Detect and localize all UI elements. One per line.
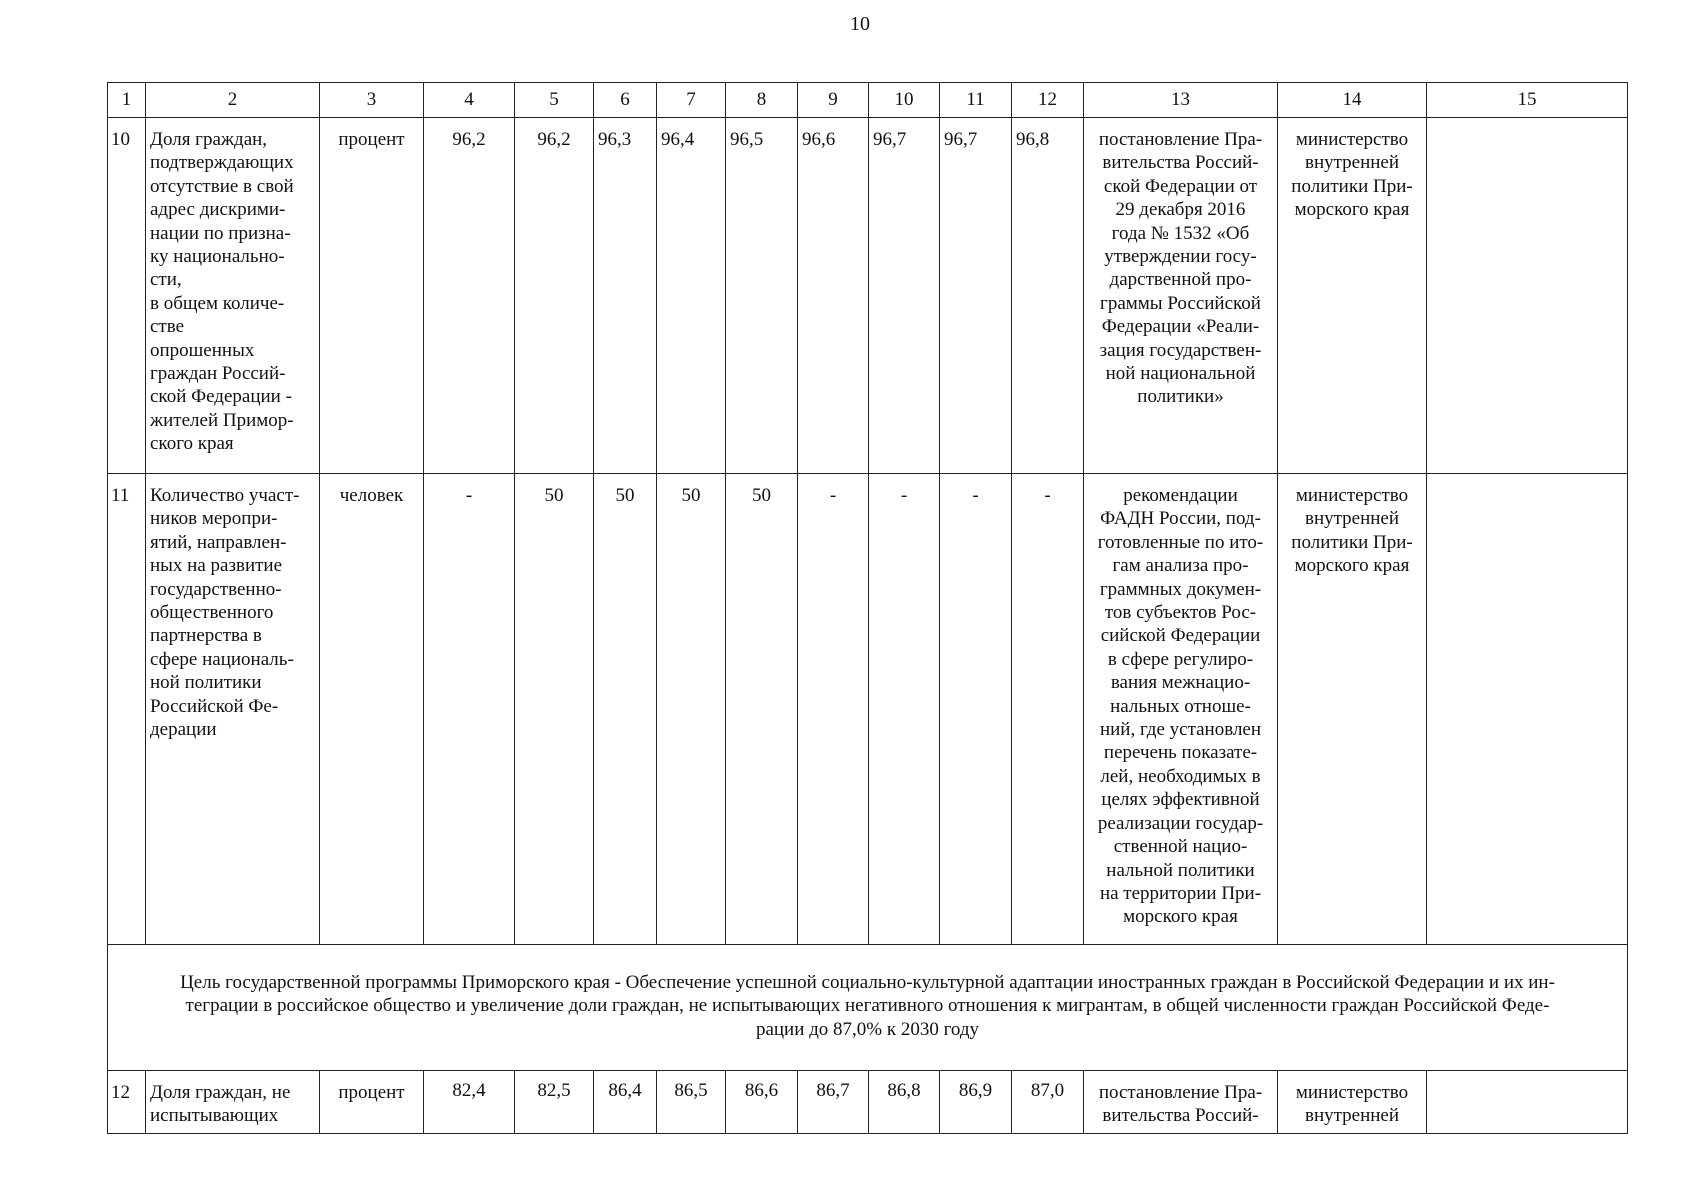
col-header: 2 bbox=[146, 83, 320, 118]
col-header: 13 bbox=[1084, 83, 1278, 118]
indicator-name: Количество участ- ников меропри- ятий, направлен- ных на развитие государственно- общественного партнерства в сфере националь- ной политики Российской Фе- дерации bbox=[146, 474, 320, 945]
col-header: 9 bbox=[798, 83, 869, 118]
unit-cell: процент bbox=[320, 118, 424, 474]
col-header: 1 bbox=[108, 83, 146, 118]
col-header: 12 bbox=[1012, 83, 1084, 118]
value-cell: 96,2 bbox=[424, 118, 515, 474]
value-cell: 50 bbox=[515, 474, 594, 945]
value-cell: 96,6 bbox=[798, 118, 869, 474]
responsible-body: министерство внутренней bbox=[1278, 1071, 1427, 1134]
value-cell: 86,8 bbox=[869, 1071, 940, 1134]
col-header: 15 bbox=[1427, 83, 1628, 118]
row-index: 10 bbox=[108, 118, 146, 474]
goal-row bbox=[108, 945, 1628, 1071]
col-header: 6 bbox=[594, 83, 657, 118]
col-header: 4 bbox=[424, 83, 515, 118]
indicator-name: Доля граждан, подтверждающих отсутствие в свой адрес дискрими- нации по призна- ку национально- сти, в общем количе- стве опрошенных граждан Россий- ской Федерации - жителей Примор- ского края bbox=[146, 118, 320, 474]
value-cell: - bbox=[940, 474, 1012, 945]
value-cell: 82,5 bbox=[515, 1071, 594, 1134]
value-cell: 86,6 bbox=[726, 1071, 798, 1134]
value-cell: 50 bbox=[657, 474, 726, 945]
value-cell: 96,4 bbox=[657, 118, 726, 474]
value-cell: 86,9 bbox=[940, 1071, 1012, 1134]
value-cell: 86,7 bbox=[798, 1071, 869, 1134]
note-cell bbox=[1427, 474, 1628, 945]
unit-cell: процент bbox=[320, 1071, 424, 1134]
value-cell: 96,2 bbox=[515, 118, 594, 474]
value-cell: - bbox=[798, 474, 869, 945]
table-row bbox=[108, 1071, 1628, 1134]
col-header: 11 bbox=[940, 83, 1012, 118]
responsible-body: министерство внутренней политики При- морского края bbox=[1278, 118, 1427, 474]
col-header: 10 bbox=[869, 83, 940, 118]
row-index: 11 bbox=[108, 474, 146, 945]
value-cell: 82,4 bbox=[424, 1071, 515, 1134]
indicator-name: Доля граждан, не испытывающих bbox=[146, 1071, 320, 1134]
col-header: 8 bbox=[726, 83, 798, 118]
value-cell: - bbox=[424, 474, 515, 945]
col-header: 7 bbox=[657, 83, 726, 118]
table-row bbox=[108, 474, 1628, 945]
value-cell: 87,0 bbox=[1012, 1071, 1084, 1134]
col-header: 3 bbox=[320, 83, 424, 118]
col-header: 14 bbox=[1278, 83, 1427, 118]
header-row bbox=[108, 83, 1628, 118]
value-cell: 96,7 bbox=[869, 118, 940, 474]
value-cell: 86,5 bbox=[657, 1071, 726, 1134]
note-cell bbox=[1427, 1071, 1628, 1134]
responsible-body: министерство внутренней политики При- морского края bbox=[1278, 474, 1427, 945]
value-cell: 96,3 bbox=[594, 118, 657, 474]
source-document: постановление Пра- вительства Россий- bbox=[1084, 1071, 1278, 1134]
value-cell: 96,7 bbox=[940, 118, 1012, 474]
note-cell bbox=[1427, 118, 1628, 474]
program-goal: Цель государственной программы Приморского края - Обеспечение успешной социально-культурной адаптации иностранных граждан в Российской Федерации и их ин- теграции в российское общество и увеличение доли граждан, не испытывающих негативного отношения к мигрантам, в общей численности граждан Российской Феде- рации до 87,0% к 2030 году bbox=[108, 945, 1628, 1071]
col-header: 5 bbox=[515, 83, 594, 118]
value-cell: 96,5 bbox=[726, 118, 798, 474]
value-cell: - bbox=[1012, 474, 1084, 945]
value-cell: 96,8 bbox=[1012, 118, 1084, 474]
indicators-table bbox=[107, 82, 1628, 1134]
page-number: 10 bbox=[850, 13, 870, 35]
source-document: постановление Пра- вительства Россий- ской Федерации от 29 декабря 2016 года № 1532 «Об утверждении госу- дарственной про- граммы Российской Федерации «Реали- зация государствен- ной национальной политики» bbox=[1084, 118, 1278, 474]
row-index: 12 bbox=[108, 1071, 146, 1134]
source-document: рекомендации ФАДН России, под- готовленные по ито- гам анализа про- граммных докумен- тов субъектов Рос- сийской Федерации в сфере регулиро- вания межнацио- нальных отноше- ний, где установлен перечень показате- лей, необходимых в целях эффективной реализации государ- ственной нацио- нальной политики на территории При- морского края bbox=[1084, 474, 1278, 945]
value-cell: 50 bbox=[594, 474, 657, 945]
value-cell: 86,4 bbox=[594, 1071, 657, 1134]
unit-cell: человек bbox=[320, 474, 424, 945]
value-cell: 50 bbox=[726, 474, 798, 945]
table-row bbox=[108, 118, 1628, 474]
value-cell: - bbox=[869, 474, 940, 945]
